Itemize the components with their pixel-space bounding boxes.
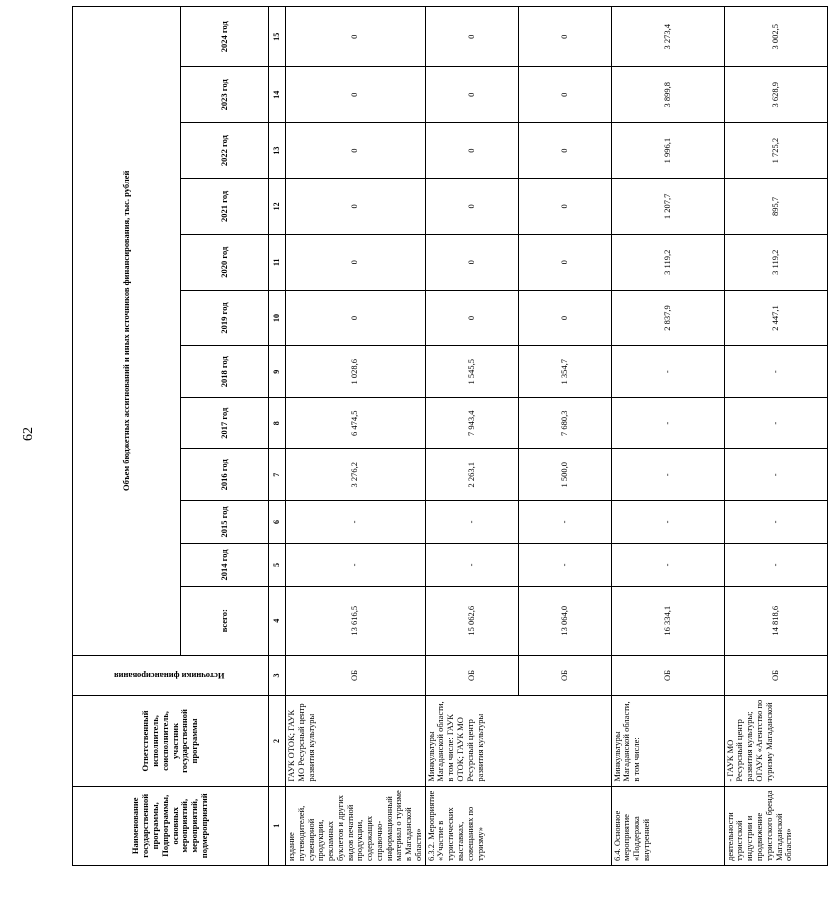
value-cell: 3 119,2 (611, 234, 724, 290)
value-cell: 1 207,7 (611, 179, 724, 235)
header-year: 2017 год (181, 397, 269, 449)
column-number: 7 (269, 449, 286, 501)
value-cell: 0 (425, 123, 518, 179)
value-cell: 0 (286, 67, 426, 123)
header-year: 2018 год (181, 346, 269, 398)
value-cell: 3 273,4 (611, 7, 724, 67)
header-name: Наименование государственной программы, Подпрограммы, основных мероприятий, мероприятий, подмероприятий (73, 786, 269, 865)
value-cell: 14 818,6 (724, 586, 827, 655)
header-year: 2024 год (181, 7, 269, 67)
value-cell: 7 680,3 (518, 397, 611, 449)
column-number: 13 (269, 123, 286, 179)
column-number: 10 (269, 290, 286, 346)
value-cell: 3 119,2 (724, 234, 827, 290)
value-cell: - (518, 543, 611, 586)
value-cell: 6 474,5 (286, 397, 426, 449)
row-source: ОБ (724, 655, 827, 696)
header-year: 2020 год (181, 234, 269, 290)
value-cell: 16 334,1 (611, 586, 724, 655)
header-year: 2016 год (181, 449, 269, 501)
value-cell: 0 (425, 290, 518, 346)
column-number-row (269, 7, 286, 866)
value-cell: 2 837,9 (611, 290, 724, 346)
header-year: 2014 год (181, 543, 269, 586)
header-year: 2015 год (181, 501, 269, 544)
row-executor: Минкультуры Магаданской области, в том числе: (611, 696, 724, 786)
header-source-cell (73, 655, 269, 696)
value-cell: - (724, 397, 827, 449)
value-cell: 3 002,5 (724, 7, 827, 67)
value-cell: 0 (518, 290, 611, 346)
header-volume: Объем бюджетных ассигнований и иных источников финансирования, тыс. рублей (73, 7, 181, 656)
value-cell: 1 996,1 (611, 123, 724, 179)
value-cell: 15 062,6 (425, 586, 518, 655)
value-cell: 1 500,0 (518, 449, 611, 501)
column-number: 12 (269, 179, 286, 235)
value-cell: 0 (425, 179, 518, 235)
budget-table (72, 6, 828, 866)
column-number: 5 (269, 543, 286, 586)
column-number: 6 (269, 501, 286, 544)
column-number: 11 (269, 234, 286, 290)
value-cell: - (724, 346, 827, 398)
header-executor: Ответственный исполнитель, соисполнитель, участник государственной программы (73, 696, 269, 786)
header-year: 2019 год (181, 290, 269, 346)
value-cell: 0 (518, 234, 611, 290)
rotated-page-content (72, 6, 794, 866)
value-cell: - (286, 501, 426, 544)
header-source: Источники финансирования (113, 671, 225, 682)
value-cell: 0 (286, 179, 426, 235)
row-executor: ГАУК ОТОК; ГАУК МО Ресурсный центр развития культуры (286, 696, 426, 786)
row-name: 6.3.2. Мероприятие «Участие в туристических выставках, совещаниях по туризму» (425, 786, 611, 865)
row-name: издание путеводителей, сувенирной продукции, рекламных буклетов и других видов печатной продукции, содержащих справочно-информационный материал о туризме в Магаданской области» (286, 786, 426, 865)
value-cell: 13 064,0 (518, 586, 611, 655)
value-cell: 895,7 (724, 179, 827, 235)
column-number: 14 (269, 67, 286, 123)
table-row (425, 7, 518, 866)
value-cell: 1 545,5 (425, 346, 518, 398)
value-cell: 0 (425, 234, 518, 290)
column-number: 2 (269, 696, 286, 786)
row-source: ОБ (286, 655, 426, 696)
row-name: деятельности туристской индустрии и продвижение туристского бренда Магаданской области» (724, 786, 827, 865)
value-cell: 0 (286, 123, 426, 179)
value-cell: 0 (425, 67, 518, 123)
row-source: ОБ (518, 655, 611, 696)
header-year: 2022 год (181, 123, 269, 179)
value-cell: - (286, 543, 426, 586)
value-cell: - (611, 397, 724, 449)
column-number: 9 (269, 346, 286, 398)
value-cell: 3 628,9 (724, 67, 827, 123)
column-number: 1 (269, 786, 286, 865)
header-year: 2021 год (181, 179, 269, 235)
page-number: 62 (21, 427, 36, 441)
value-cell: - (425, 501, 518, 544)
value-cell: 13 616,5 (286, 586, 426, 655)
value-cell: 0 (286, 234, 426, 290)
header-year: 2023 год (181, 67, 269, 123)
value-cell: 0 (425, 7, 518, 67)
value-cell: 1 725,2 (724, 123, 827, 179)
row-source: ОБ (611, 655, 724, 696)
value-cell: - (724, 449, 827, 501)
value-cell: 3 899,8 (611, 67, 724, 123)
value-cell: 0 (518, 123, 611, 179)
table-row (286, 7, 426, 866)
column-number: 15 (269, 7, 286, 67)
column-number: 3 (269, 655, 286, 696)
table-row (724, 7, 827, 866)
value-cell: 2 263,1 (425, 449, 518, 501)
value-cell: 0 (518, 7, 611, 67)
value-cell: 3 276,2 (286, 449, 426, 501)
value-cell: 2 447,1 (724, 290, 827, 346)
value-cell: 1 028,6 (286, 346, 426, 398)
value-cell: - (425, 543, 518, 586)
value-cell: - (724, 543, 827, 586)
table-row (611, 7, 724, 866)
value-cell: 7 943,4 (425, 397, 518, 449)
value-cell: 0 (518, 179, 611, 235)
row-executor: - ГАУК МО Ресурсный центр развития культуры; ОГАУК «Агентство по туризму Магаданской (724, 696, 827, 786)
value-cell: 0 (286, 290, 426, 346)
row-source: ОБ (425, 655, 518, 696)
value-cell: - (611, 449, 724, 501)
row-name: 6.4. Основное мероприятие «Поддержка внутренней (611, 786, 724, 865)
value-cell: 0 (286, 7, 426, 67)
row-executor: Минкультуры Магаданской области, в том числе: ГАУК ОТОК; ГАУК МО Ресурсный центр развития культуры (425, 696, 611, 786)
header-total: всего: (181, 586, 269, 655)
value-cell: - (611, 346, 724, 398)
value-cell: 1 354,7 (518, 346, 611, 398)
column-number: 8 (269, 397, 286, 449)
value-cell: - (611, 501, 724, 544)
value-cell: 0 (518, 67, 611, 123)
value-cell: - (611, 543, 724, 586)
value-cell: - (518, 501, 611, 544)
value-cell: - (724, 501, 827, 544)
column-number: 4 (269, 586, 286, 655)
